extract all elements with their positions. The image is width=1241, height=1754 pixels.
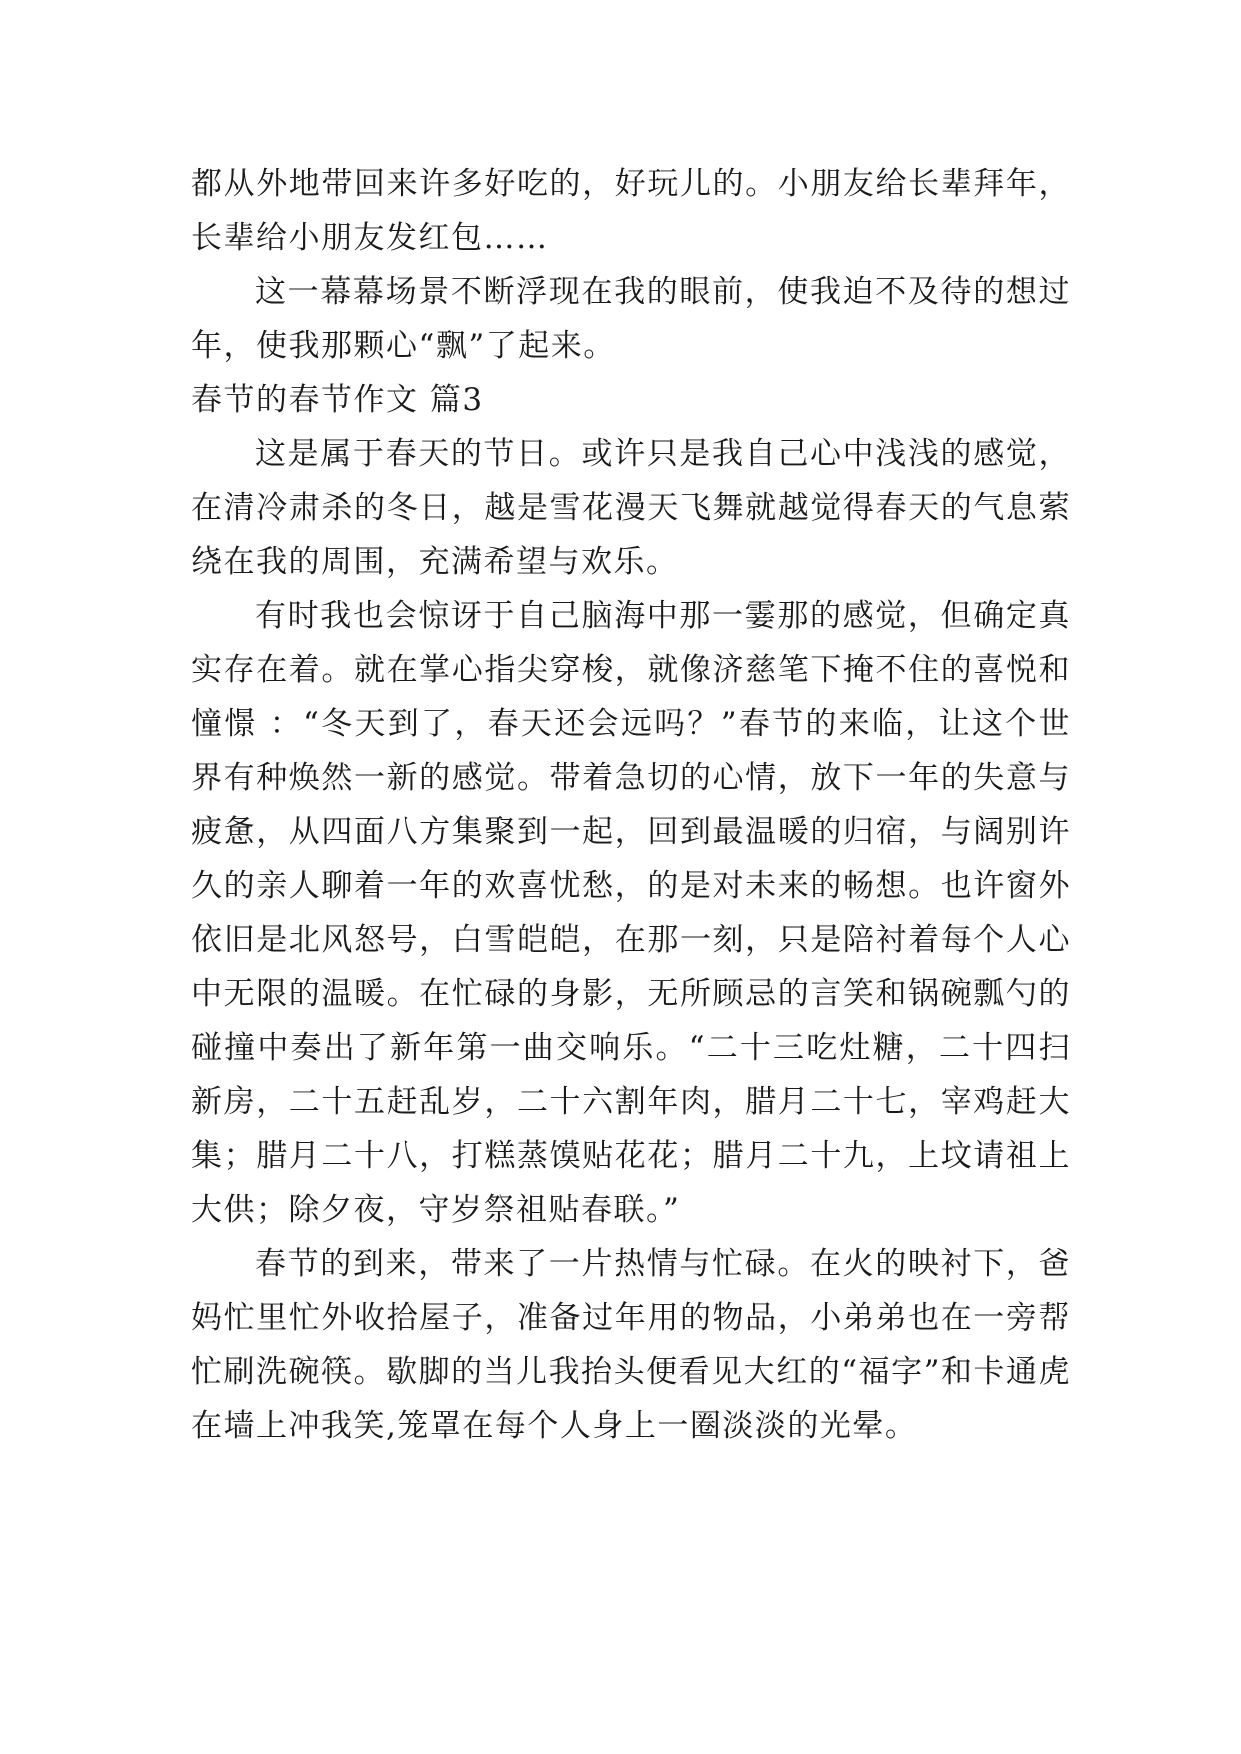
document-body [191,157,1071,1453]
paragraph-5: 春节的到来，带来了一片热情与忙碌。在火的映衬下，爸妈忙里忙外收拾屋子，准备过年用的物品，小弟弟也在一旁帮忙刷洗碗筷。歇脚的当儿我抬头便看见大红的“福字”和卡通虎在墙上冲我笑,笼罩在每个人身上一圈淡淡的光晕。 [191,1246,1071,1444]
paragraph-4: 有时我也会惊讶于自己脑海中那一霎那的感觉，但确定真实存在着。就在掌心指尖穿梭，就像济慈笔下掩不住的喜悦和 憧憬 ：“冬天到了，春天还会远吗？”春节的来临，让这个世界有种焕然一新的感觉。带着急切的心情，放下一年的失意与疲惫，从四面八方集聚到一起，回到最温暖的归宿，与阔别许久的亲人聊着一年的欢喜忧愁，的是对未来的畅想。也许窗外依旧是北风怒号，白雪皑皑，在那一刻，只是陪衬着每个人心中无限的温暖。在忙碌的身影，无所顾忌的言笑和锅碗瓢勺的碰撞中奏出了新年第一曲交响乐。“二十三吃灶糖，二十四扫新房，二十五赶乱岁，二十六割年肉，腊月二十七，宰鸡赶大集；腊月二十八，打糕蒸馍贴花花；腊月二十九，上坟请祖上大供；除夕夜，守岁祭祖贴春联。” [191,598,1071,1228]
paragraph-2: 这一幕幕场景不断浮现在我的眼前，使我迫不及待的想过年，使我那颗心“飘”了起来。 [191,274,1071,364]
section-heading: 春节的春节作文 篇3 [191,382,484,418]
paragraph-3: 这是属于春天的节日。或许只是我自己心中浅浅的感觉，在清冷肃杀的冬日，越是雪花漫天飞舞就越觉得春天的气息萦绕在我的周围，充满希望与欢乐。 [191,436,1071,580]
paragraph-1: 都从外地带回来许多好吃的，好玩儿的。小朋友给长辈拜年，长辈给小朋友发红包…… [191,166,1071,256]
